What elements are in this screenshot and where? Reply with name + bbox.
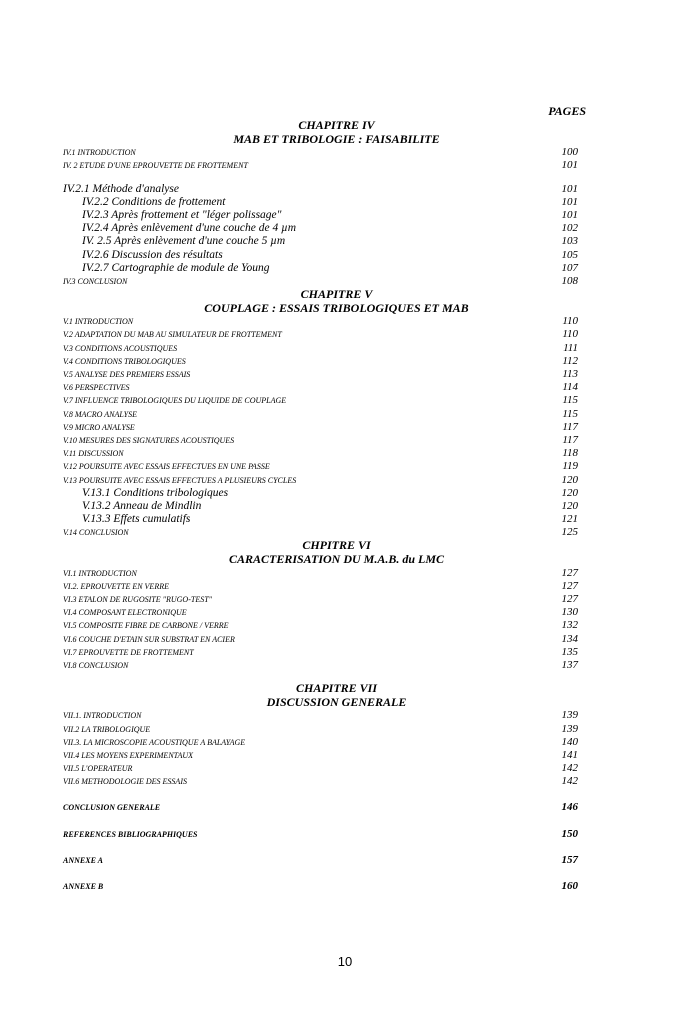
chapter-iv-title: CHAPITRE IV: [298, 118, 375, 132]
toc-entry: [63, 619, 578, 632]
toc-entry-page: 118: [562, 447, 578, 460]
toc-entry-label: VI.5 COMPOSITE FIBRE DE CARBONE / VERRE: [63, 621, 229, 631]
toc-entry-conclusion: [63, 801, 578, 814]
page-number: 10: [337, 954, 353, 969]
toc-entry-page: 114: [562, 381, 578, 394]
toc-entry-page: 115: [562, 394, 578, 407]
pages-column-header: PAGES: [548, 104, 586, 118]
toc-entry-page: 111: [563, 341, 578, 354]
toc-entry-page: 157: [561, 853, 578, 866]
toc-entry: [63, 328, 578, 341]
toc-entry-page: 101: [561, 208, 578, 221]
toc-entry: [63, 633, 578, 646]
toc-entry: [63, 394, 578, 407]
toc-entry-annexe-b: [63, 880, 578, 893]
toc-entry-page: 134: [561, 632, 578, 645]
toc-entry-page: 103: [561, 235, 578, 248]
toc-entry-page: 120: [561, 499, 578, 512]
toc-entry-label: IV.1 INTRODUCTION: [63, 148, 136, 158]
toc-entry-label: VI.1 INTRODUCTION: [63, 568, 137, 578]
toc-entry: [63, 381, 578, 394]
toc-entry-page: 150: [561, 827, 578, 840]
toc-entry: [63, 368, 578, 381]
chapter-v-title: CHAPITRE V: [300, 287, 373, 302]
toc-entry: [63, 447, 578, 460]
toc-entry-label: VII.6 METHODOLOGIE DES ESSAIS: [63, 777, 187, 787]
toc-entry-page: 140: [561, 735, 578, 748]
toc-entry: [63, 434, 578, 447]
toc-entry: [63, 775, 578, 788]
toc-entry: [63, 355, 578, 368]
toc-entry-label: V.1 INTRODUCTION: [63, 317, 134, 327]
toc-entry-page: 146: [561, 801, 578, 814]
toc-entry-page: 101: [561, 195, 578, 208]
toc-entry-label: ANNEXE A: [63, 855, 103, 865]
toc-entry-label: IV.2.7 Cartographie de module de Young: [82, 261, 270, 274]
toc-entry-label: IV.2.6 Discussion des résultats: [82, 248, 223, 261]
chapter-v-subtitle: COUPLAGE : ESSAIS TRIBOLOGIQUES ET MAB: [204, 300, 469, 315]
toc-entry: [63, 183, 578, 196]
toc-entry-annexe-a: [63, 854, 578, 867]
toc-entry: [63, 500, 578, 513]
toc-entry-page: 127: [561, 579, 578, 592]
toc-entry-page: 160: [561, 880, 578, 892]
toc-entry: [63, 209, 578, 222]
toc-entry-label: IV. 2 ETUDE D'UNE EPROUVETTE DE FROTTEMENT: [63, 161, 248, 171]
toc-entry: [63, 487, 578, 500]
toc-entry-page: 132: [561, 619, 578, 632]
toc-entry-label: V.3 CONDITIONS ACOUSTIQUES: [63, 343, 178, 353]
chapter-vi-subtitle: CARACTERISATION DU M.A.B. du LMC: [228, 552, 445, 567]
toc-entry-label: IV.2.4 Après enlèvement d'une couche de 4 µm: [82, 222, 296, 235]
toc-entry: [63, 736, 578, 749]
toc-entry-label: CONCLUSION GENERALE: [63, 803, 161, 813]
toc-entry-page: 120: [561, 473, 578, 486]
toc-entry-label: V.13.2 Anneau de Mindlin: [82, 499, 202, 512]
toc-entry: [63, 646, 578, 659]
toc-entry: [63, 196, 578, 209]
toc-entry-page: 117: [562, 420, 578, 433]
toc-entry-label: V.14 CONCLUSION: [63, 528, 129, 538]
toc-entry-label: V.11 DISCUSSION: [63, 449, 124, 459]
chapter-vii-subtitle: DISCUSSION GENERALE: [266, 694, 407, 709]
toc-entry-label: VII.3. LA MICROSCOPIE ACOUSTIQUE A BALAYAGE: [63, 737, 246, 747]
toc-entry-label: IV.2.3 Après frottement et "léger polissage": [82, 208, 282, 221]
toc-entry: [63, 474, 578, 487]
toc-entry-label: V.13 POURSUITE AVEC ESSAIS EFFECTUES A PLUSIEURS CYCLES: [63, 475, 297, 485]
toc-entry-page: 101: [561, 159, 578, 172]
toc-entry-label: VII.1. INTRODUCTION: [63, 711, 142, 721]
chapter-iv-subtitle: MAB ET TRIBOLOGIE : FAISABILITE: [233, 131, 440, 146]
toc-entry-label: IV. 2.5 Après enlèvement d'une couche 5 µm: [82, 235, 286, 248]
toc-entry-label: V.9 MICRO ANALYSE: [63, 422, 135, 432]
table-of-contents: [63, 119, 578, 893]
toc-entry-label: VI.6 COUCHE D'ETAIN SUR SUBSTRAT EN ACIER: [63, 634, 235, 644]
toc-entry-page: 142: [561, 762, 578, 775]
toc-entry-label: VI.4 COMPOSANT ELECTRONIQUE: [63, 608, 187, 618]
toc-entry: [63, 249, 578, 262]
toc-entry: [63, 315, 578, 328]
toc-entry-label: VI.3 ETALON DE RUGOSITE "RUGO-TEST": [63, 595, 213, 604]
toc-entry-label: VII.4 LES MOYENS EXPERIMENTAUX: [63, 750, 194, 760]
toc-entry: [63, 580, 578, 593]
toc-entry-label: V.7 INFLUENCE TRIBOLOGIQUES DU LIQUIDE DE COUPLAGE: [63, 396, 287, 406]
toc-entry: [63, 262, 578, 275]
toc-entry-page: 127: [561, 566, 578, 579]
toc-entry: [63, 709, 578, 722]
toc-entry-label: IV.2.1 Méthode d'analyse: [63, 182, 179, 195]
toc-entry-page: 139: [561, 722, 578, 735]
toc-entry-page: 127: [561, 593, 578, 605]
toc-entry-page: 107: [561, 261, 578, 274]
toc-entry-page: 101: [561, 182, 578, 195]
toc-entry-label: V.2 ADAPTATION DU MAB AU SIMULATEUR DE FROTTEMENT: [63, 330, 282, 340]
toc-entry-page: 130: [561, 606, 578, 619]
toc-entry-label: ANNEXE B: [63, 882, 104, 891]
toc-entry: [63, 659, 578, 672]
toc-entry: [63, 408, 578, 421]
toc-entry: [63, 235, 578, 248]
toc-entry-page: 112: [562, 354, 578, 367]
toc-entry-label: V.5 ANALYSE DES PREMIERS ESSAIS: [63, 370, 191, 379]
toc-entry-label: V.13.3 Effets cumulatifs: [82, 513, 191, 526]
toc-entry-page: 110: [562, 328, 578, 341]
toc-entry-page: 141: [561, 748, 578, 761]
toc-entry: [63, 762, 578, 775]
toc-entry-page: 119: [562, 460, 578, 473]
toc-entry-page: 100: [561, 146, 578, 159]
toc-entry-label: V.10 MESURES DES SIGNATURES ACOUSTIQUES: [63, 435, 235, 445]
toc-entry-page: 137: [561, 658, 578, 671]
toc-entry-page: 120: [561, 486, 578, 499]
toc-entry: [63, 222, 578, 235]
chapter-vii-title: CHAPITRE VII: [295, 681, 378, 696]
toc-entry-page: 117: [562, 433, 578, 446]
toc-entry-references: [63, 828, 578, 841]
toc-entry-page: 139: [561, 709, 578, 722]
chapter-vi-title: CHPITRE VI: [302, 538, 371, 553]
toc-entry-label: V.4 CONDITIONS TRIBOLOGIQUES: [63, 356, 186, 366]
toc-entry-label: REFERENCES BIBLIOGRAPHIQUES: [63, 829, 198, 839]
toc-entry-label: VII.5 L'OPERATEUR: [63, 764, 133, 774]
toc-entry-label: V.6 PERSPECTIVES: [63, 383, 130, 393]
toc-entry-label: V.12 POURSUITE AVEC ESSAIS EFFECTUES EN UNE PASSE: [63, 462, 270, 472]
toc-entry: [63, 460, 578, 473]
toc-entry: [63, 342, 578, 355]
toc-entry-page: 115: [562, 407, 578, 420]
toc-entry: [63, 749, 578, 762]
toc-entry-label: VII.2 LA TRIBOLOGIQUE: [63, 724, 151, 734]
toc-entry-page: 108: [561, 274, 578, 287]
toc-entry: [63, 421, 578, 434]
toc-entry-label: IV.2.2 Conditions de frottement: [82, 195, 226, 208]
toc-entry: [63, 567, 578, 580]
toc-entry-label: V.13.1 Conditions tribologiques: [82, 486, 229, 499]
toc-entry: [63, 723, 578, 736]
toc-entry-page: 105: [561, 248, 578, 261]
toc-entry-label: VI.8 CONCLUSION: [63, 660, 129, 670]
toc-entry-page: 125: [561, 526, 578, 539]
toc-entry-label: VI.7 EPROUVETTE DE FROTTEMENT: [63, 647, 194, 657]
toc-entry: [63, 606, 578, 619]
toc-entry: [63, 513, 578, 526]
toc-entry-page: 142: [561, 775, 578, 788]
toc-entry-page: 102: [561, 222, 578, 235]
toc-entry-label: IV.3 CONCLUSION: [63, 276, 128, 286]
toc-entry-label: V.8 MACRO ANALYSE: [63, 409, 137, 419]
toc-entry-page: 113: [562, 368, 578, 380]
toc-entry: [63, 593, 578, 606]
toc-entry-page: 121: [561, 513, 578, 526]
toc-entry-page: 135: [561, 645, 578, 658]
toc-entry: [63, 146, 578, 159]
toc-entry: [63, 159, 578, 172]
toc-entry-label: VI.2. EPROUVETTE EN VERRE: [63, 581, 169, 591]
toc-entry-page: 110: [562, 315, 578, 328]
